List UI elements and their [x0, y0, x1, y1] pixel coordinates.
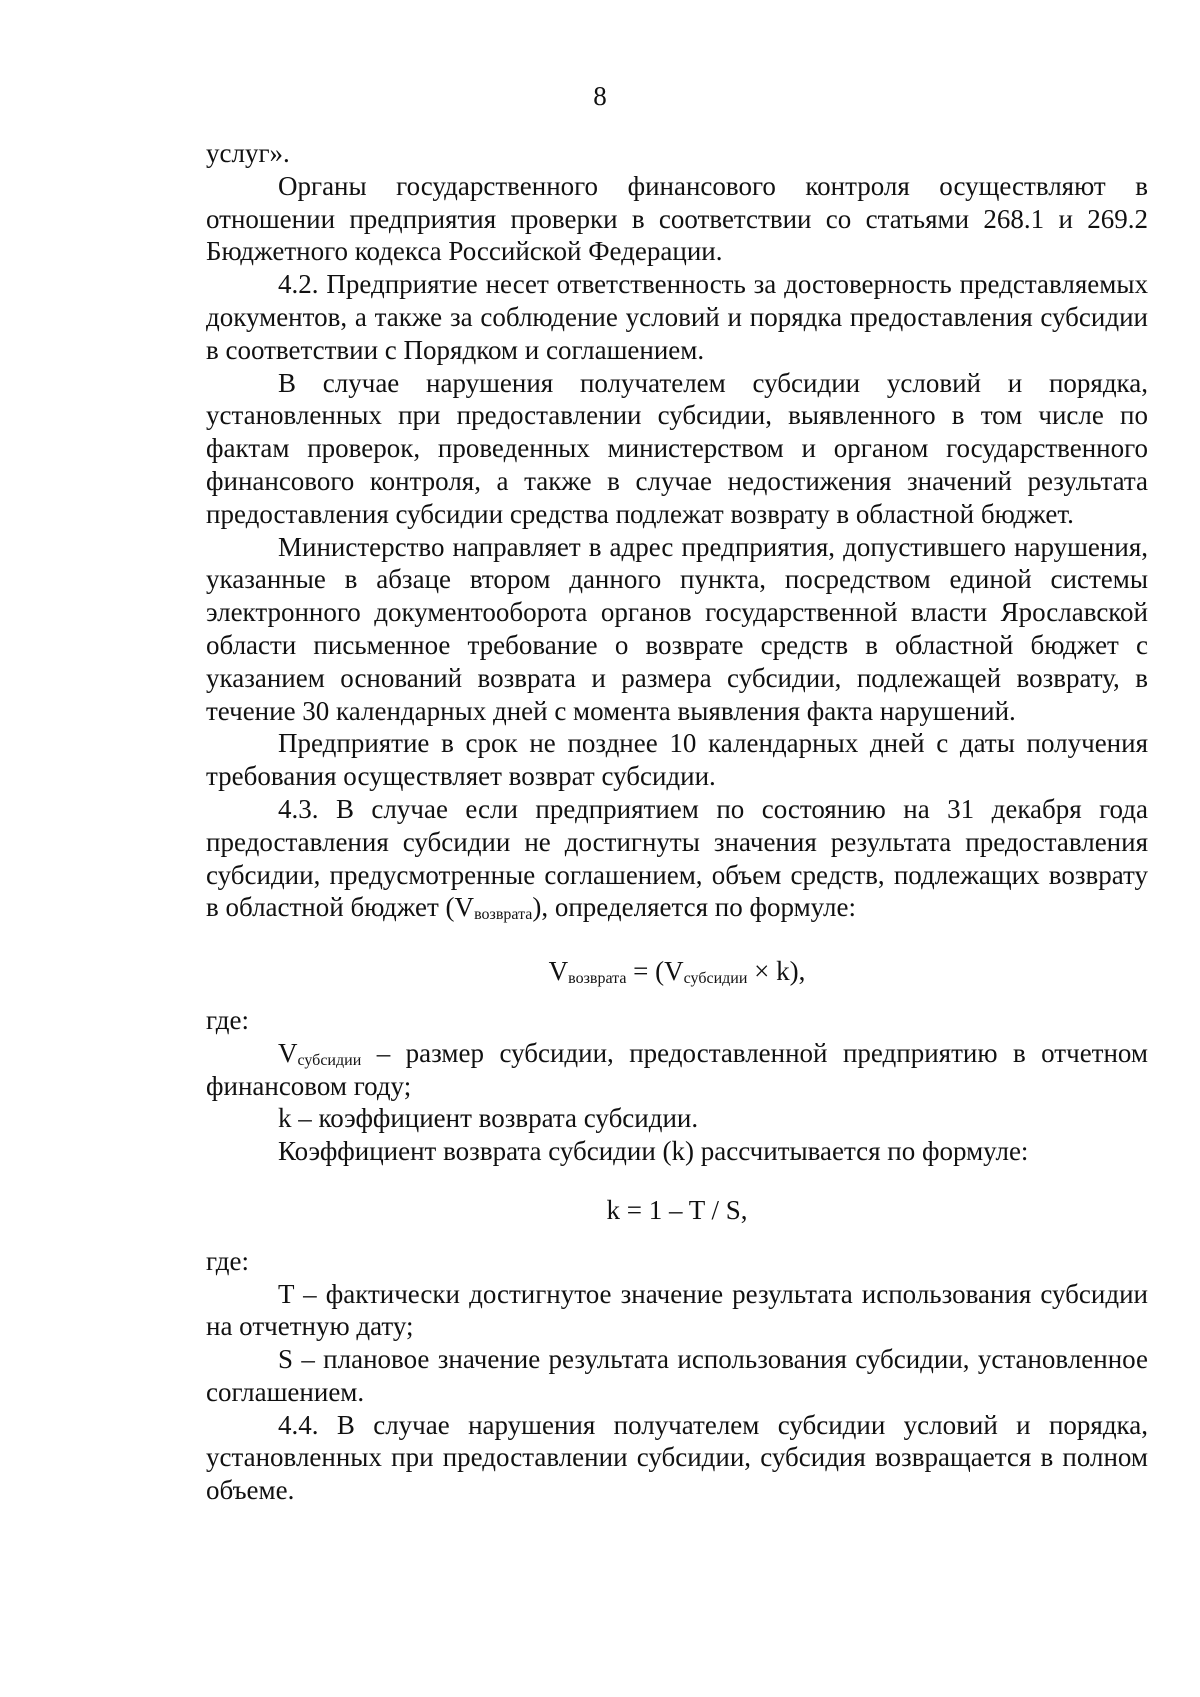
- paragraph-4-4: 4.4. В случае нарушения получателем субсидии условий и порядка, установленных при предоставлении субсидии, субсидия возвращается в полном объеме.: [206, 1409, 1148, 1506]
- definition-t: T – фактически достигнутое значение результата использования субсидии на отчетную дату;: [206, 1278, 1148, 1342]
- paragraph-4-3-text: 4.3. В случае если предприятием по состоянию на 31 декабря года предоставления субсидии не достигнуты значения результата предоставления субсидии, предусмотренные соглашением, объем средств, подлежащих возврату в областной бюджет (V: [206, 793, 1148, 923]
- formula1-lhs-subscript: возврата: [568, 970, 627, 988]
- formula-coefficient: k = 1 – T / S,: [606, 1194, 748, 1225]
- paragraph-4-3-subscript: возврата: [474, 906, 533, 924]
- paragraph-continuation: услуг».: [206, 138, 290, 168]
- coefficient-intro: Коэффициент возврата субсидии (k) рассчитывается по формуле:: [278, 1136, 1029, 1167]
- paragraph-4-3: [206, 793, 1148, 924]
- page-number: 8: [593, 81, 607, 111]
- definition-v-text: – размер субсидии, предоставленной предприятию в отчетном финансовом году;: [206, 1037, 1148, 1101]
- definition-k: k – коэффициент возврата субсидии.: [278, 1103, 699, 1134]
- paragraph-violation-case: В случае нарушения получателем субсидии условий и порядка, установленных при предоставлении субсидии, выявленного в том числе по фактам проверок, проведенных министерством и органом государственного финансового контроля, а также в случае недостижения значений результата предоставления субсидии средства подлежат возврату в областной бюджет.: [206, 367, 1148, 529]
- formula1-lhs: V: [548, 956, 569, 987]
- formula1-rhs: × k),: [747, 956, 806, 987]
- formula-return-volume: [206, 955, 1148, 988]
- paragraph-financial-control: Органы государственного финансового контроля осуществляют в отношении предприятия проверки в соответствии со статьями 268.1 и 269.2 Бюджетного кодекса Российской Федерации.: [206, 170, 1148, 267]
- definition-v-symbol: V: [278, 1037, 298, 1068]
- definition-s: S – плановое значение результата использования субсидии, установленное соглашением.: [206, 1344, 1148, 1407]
- formula1-mid-subscript: субсидии: [683, 970, 748, 988]
- where-label-1: где:: [206, 1004, 249, 1035]
- definition-v-subscript: субсидии: [297, 1051, 362, 1069]
- where-label-2: где:: [206, 1245, 249, 1276]
- definition-v-subsidy: [206, 1037, 1148, 1103]
- paragraph-4-2: 4.2. Предприятие несет ответственность за достоверность представляемых документов, а также за соблюдение условий и порядка предоставления субсидии в соответствии с Порядком и соглашением.: [206, 269, 1148, 365]
- formula1-mid: = (V: [626, 956, 684, 987]
- paragraph-ministry-requirement: Министерство направляет в адрес предприятия, допустившего нарушения, указанные в абзаце втором данного пункта, посредством единой системы электронного документооборота органов государственной власти Ярославской области письменное требование о возврате средств в областной бюджет с указанием оснований возврата и размера субсидии, подлежащей возврату, в течение 30 календарных дней с момента выявления факта нарушений.: [206, 531, 1148, 726]
- paragraph-4-3-tail: ), определяется по формуле:: [532, 892, 856, 923]
- paragraph-return-deadline: Предприятие в срок не позднее 10 календарных дней с даты получения требования осуществляет возврат субсидии.: [206, 728, 1148, 792]
- document-body: [206, 137, 1148, 1507]
